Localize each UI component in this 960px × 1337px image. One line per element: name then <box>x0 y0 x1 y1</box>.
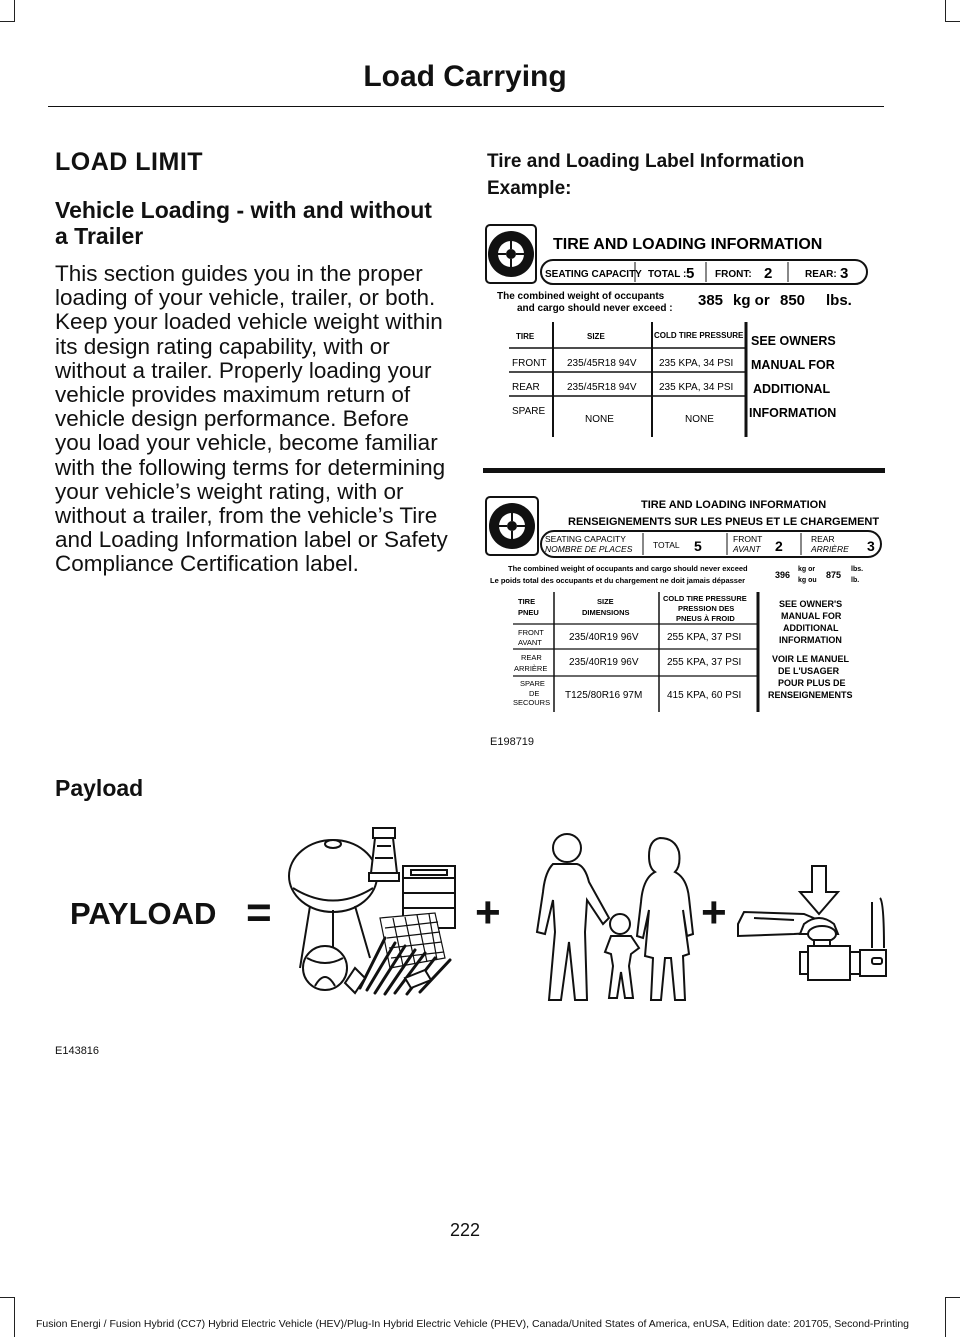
crop-mark <box>945 21 960 22</box>
trailer-hitch-illustration <box>734 862 894 984</box>
col-tire-fr: PNEU <box>518 608 539 617</box>
row-pressure: 255 KPA, 37 PSI <box>667 632 742 643</box>
label-title: TIRE AND LOADING INFORMATION <box>553 236 823 253</box>
image-code: E198719 <box>490 736 535 748</box>
combined-line-1: The combined weight of occupants <box>497 291 665 302</box>
subsection-title: Vehicle Loading - with and without a Trailer <box>55 197 432 249</box>
total-label: TOTAL : <box>648 269 687 280</box>
row-pressure: NONE <box>685 414 714 425</box>
row-pressure: 255 KPA, 37 PSI <box>667 657 742 668</box>
crop-mark <box>0 21 15 22</box>
child-silhouette-icon <box>605 914 639 998</box>
col-pressure-fr: PNEUS À FROID <box>676 614 735 623</box>
see-owners-line: INFORMATION <box>779 635 842 645</box>
row-pressure: 235 KPA, 34 PSI <box>659 358 734 369</box>
label-title: TIRE AND LOADING INFORMATION <box>641 499 827 511</box>
crop-mark <box>945 1297 946 1337</box>
page-number: 222 <box>449 1220 481 1240</box>
seating-capacity-label: SEATING CAPACITY <box>545 269 642 280</box>
label-title-fr: RENSEIGNEMENTS SUR LES PNEUS ET LE CHARGEMENT <box>568 516 880 528</box>
front-label: FRONT: <box>715 269 752 280</box>
crop-mark <box>14 0 15 22</box>
row-tire: SPARE <box>520 679 545 688</box>
row-size: T125/80R16 97M <box>565 690 643 701</box>
col-pressure: COLD TIRE PRESSURE <box>654 331 744 340</box>
rear-value: 3 <box>867 538 875 554</box>
down-arrow-icon <box>800 866 838 914</box>
row-tire: SPARE <box>512 406 546 417</box>
row-size: NONE <box>585 414 614 425</box>
lbs-unit-en: lbs. <box>851 566 864 573</box>
ball-icon <box>303 946 347 990</box>
rear-label: REAR: <box>805 269 837 280</box>
row-size: 235/45R18 94V <box>567 358 637 369</box>
front-value: 2 <box>764 265 773 282</box>
crop-mark <box>945 0 946 22</box>
row-size: 235/45R18 94V <box>567 382 637 393</box>
kg-unit-fr: kg ou <box>798 577 817 584</box>
row-pressure: 415 KPA, 60 PSI <box>667 690 742 701</box>
combined-line-2: and cargo should never exceed : <box>517 303 673 314</box>
see-owners-line: MANUAL FOR <box>781 611 842 621</box>
man-silhouette-icon <box>537 834 609 1000</box>
seating-capacity-label-fr: NOMBRE DE PLACES <box>545 544 633 554</box>
seating-capacity-label: SEATING CAPACITY <box>545 534 626 544</box>
total-value: 5 <box>686 265 695 282</box>
body-paragraph: This section guides you in the proper loading of your vehicle, trailer, or both. Keep your loaded vehicle weight within its design rating capability, with or without a trailer. Properly loading your vehicle provides maximum return of vehicle design performance. Before you load your vehicle, become familiar with the following terms for determining your vehicle’s weight rating, with or without a trailer, from the vehicle’s Tire and Loading Information label or Safety Compliance Certification label. <box>55 261 448 577</box>
lbs-value: 850 <box>780 292 806 309</box>
total-value: 5 <box>694 538 702 554</box>
image-code: E143816 <box>55 1045 100 1057</box>
total-label: TOTAL <box>653 540 680 550</box>
kg-value: 396 <box>775 570 791 580</box>
row-tire: FRONT <box>518 628 544 637</box>
lbs-unit-fr: lb. <box>851 577 860 584</box>
row-tire: REAR <box>512 382 540 393</box>
see-owners-line: SEE OWNERS <box>751 334 836 348</box>
rear-label-fr: ARRIÈRE <box>811 544 849 554</box>
equals-sign: = <box>246 888 272 937</box>
rear-label: REAR <box>811 534 835 544</box>
kg-unit: kg or <box>733 292 770 309</box>
col-tire: TIRE <box>518 597 536 606</box>
row-tire-fr: ARRIÈRE <box>514 664 548 673</box>
label-separator <box>483 468 885 473</box>
page-header-title: Load Carrying <box>363 60 567 93</box>
combined-fr: Le poids total des occupants et du chargement ne doit jamais dépasser <box>490 576 746 585</box>
payload-word: PAYLOAD <box>70 896 217 931</box>
kg-value: 385 <box>698 292 724 309</box>
row-tire-fr: AVANT <box>518 638 542 647</box>
plus-sign: + <box>701 888 727 937</box>
see-owners-line: SEE OWNER'S <box>779 599 843 609</box>
passengers-illustration <box>525 832 700 1002</box>
see-owners-line: ADDITIONAL <box>783 623 839 633</box>
header-rule <box>48 106 884 107</box>
rear-value: 3 <box>840 265 849 282</box>
row-size: 235/40R19 96V <box>569 632 639 643</box>
row-size: 235/40R19 96V <box>569 657 639 668</box>
see-owners-line-fr: POUR PLUS DE <box>778 678 846 688</box>
woman-silhouette-icon <box>637 838 693 1000</box>
front-label: FRONT <box>733 534 763 544</box>
tire-loading-label-us <box>483 222 887 440</box>
crop-mark <box>0 1297 15 1298</box>
footer-text: Fusion Energi / Fusion Hybrid (CC7) Hybrid Electric Vehicle (HEV)/Plug-In Hybrid Electric Vehicle (PHEV), Canada/United States of America, enUSA, Edition date: 201705, Second-Printing <box>35 1318 910 1330</box>
col-size-fr: DIMENSIONS <box>582 608 630 617</box>
payload-heading: Payload <box>55 775 144 801</box>
see-owners-line: INFORMATION <box>749 406 837 420</box>
see-owners-line-fr: VOIR LE MANUEL <box>772 654 850 664</box>
lbs-unit: lbs. <box>826 292 852 309</box>
section-title: LOAD LIMIT <box>55 148 204 176</box>
tire-loading-label-ca <box>483 494 887 716</box>
label-info-heading: Tire and Loading Label Information Example: <box>487 151 805 199</box>
front-value: 2 <box>775 538 783 554</box>
row-pressure: 235 KPA, 34 PSI <box>659 382 734 393</box>
cargo-illustration <box>285 818 465 1003</box>
col-pressure: COLD TIRE PRESSURE <box>663 594 747 603</box>
row-tire-fr: DE <box>529 689 540 698</box>
see-owners-line: MANUAL FOR <box>751 358 835 372</box>
lantern-icon <box>369 828 399 881</box>
crop-mark <box>945 1297 960 1298</box>
plus-sign: + <box>475 888 501 937</box>
see-owners-line-fr: RENSEIGNEMENTS <box>768 690 853 700</box>
front-label-fr: AVANT <box>733 544 761 554</box>
col-size: SIZE <box>587 332 605 341</box>
combined-en: The combined weight of occupants and cargo should never exceed <box>508 564 748 573</box>
kg-unit-en: kg or <box>798 566 816 573</box>
col-tire: TIRE <box>516 332 535 341</box>
crop-mark <box>14 1297 15 1337</box>
col-size: SIZE <box>597 597 614 606</box>
see-owners-line: ADDITIONAL <box>753 382 831 396</box>
row-tire-fr: SECOURS <box>513 698 551 707</box>
row-tire: REAR <box>521 653 542 662</box>
lbs-value: 875 <box>826 570 842 580</box>
see-owners-line-fr: DE L'USAGER <box>778 666 840 676</box>
col-pressure-fr: PRESSION DES <box>678 604 735 613</box>
tire-icon <box>486 497 538 555</box>
tire-icon <box>486 225 536 283</box>
row-tire: FRONT <box>512 358 547 369</box>
